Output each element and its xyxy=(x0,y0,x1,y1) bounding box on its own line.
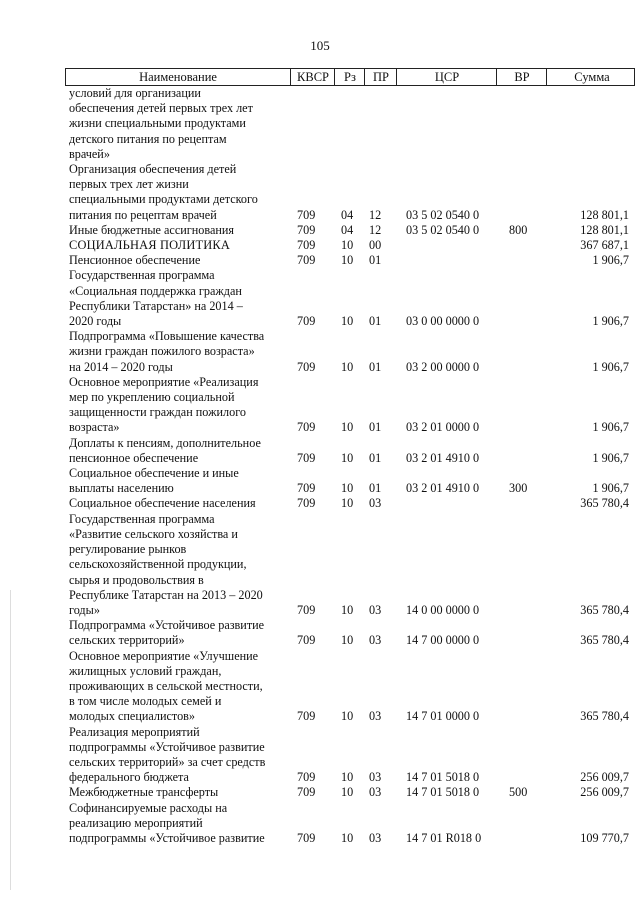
row-name: Доплаты к пенсиям, дополнительное пенсионное обеспечение xyxy=(69,435,261,465)
row-rz: 10 xyxy=(341,253,354,268)
row-kvsr: 709 xyxy=(297,359,316,374)
table-row xyxy=(65,253,635,268)
row-sum: 109 770,7 xyxy=(580,830,629,845)
header-csr: ЦСР xyxy=(396,69,497,85)
row-name: Государственная программа «Развитие сельского хозяйства и регулирование рынков сельскохозяйственной продукции, сырья и продовольствия в Республике Татарстан на 2013 – 2020 годы» xyxy=(69,511,263,617)
table-row xyxy=(65,618,635,648)
row-pr: 03 xyxy=(369,830,382,845)
header-sum: Сумма xyxy=(546,69,637,85)
row-name: Основное мероприятие «Реализация мер по укреплению социальной защищенности граждан пожилого возраста» xyxy=(69,374,259,435)
row-rz: 10 xyxy=(341,450,354,465)
row-pr: 00 xyxy=(369,238,382,253)
row-pr: 12 xyxy=(369,222,382,237)
table-body xyxy=(65,86,635,846)
header-rz: Рз xyxy=(334,69,365,85)
row-vr: 800 xyxy=(509,222,528,237)
row-kvsr: 709 xyxy=(297,238,316,253)
row-csr: 03 2 01 0000 0 xyxy=(406,420,480,435)
row-kvsr: 709 xyxy=(297,770,316,785)
header-vr: ВР xyxy=(496,69,547,85)
row-csr: 14 7 01 5018 0 xyxy=(406,770,480,785)
table-row xyxy=(65,162,635,223)
margin-line xyxy=(10,590,11,890)
row-name: Пенсионное обеспечение xyxy=(69,253,201,268)
row-name: Организация обеспечения детей первых трех лет жизни специальными продуктами детского питания по рецептам врачей xyxy=(69,162,258,222)
row-pr: 03 xyxy=(369,496,382,511)
row-sum: 365 780,4 xyxy=(580,602,629,617)
row-kvsr: 709 xyxy=(297,207,316,222)
row-sum: 365 780,4 xyxy=(580,633,629,648)
row-csr: 14 7 00 0000 0 xyxy=(406,633,480,648)
row-csr: 14 7 01 5018 0 xyxy=(406,785,480,800)
row-sum: 128 801,1 xyxy=(580,222,629,237)
table-row xyxy=(65,466,635,496)
row-rz: 04 xyxy=(341,222,354,237)
table-header xyxy=(65,68,635,86)
table-row xyxy=(65,649,635,725)
page-number: 105 xyxy=(310,38,330,53)
table-row xyxy=(65,512,635,618)
row-sum: 256 009,7 xyxy=(580,770,629,785)
row-rz: 10 xyxy=(341,314,354,329)
table-row xyxy=(65,268,635,329)
row-name: Реализация мероприятий подпрограммы «Устойчивое развитие сельских территорий» за счет средств федерального бюджета xyxy=(69,724,266,785)
header-name: Наименование xyxy=(139,70,217,84)
row-sum: 367 687,1 xyxy=(580,238,629,253)
table-row xyxy=(65,801,635,847)
table-row xyxy=(65,223,635,238)
row-pr: 03 xyxy=(369,602,382,617)
table-row xyxy=(65,329,635,375)
table-row xyxy=(65,725,635,786)
row-sum: 1 906,7 xyxy=(592,359,629,374)
table-row xyxy=(65,436,635,466)
row-kvsr: 709 xyxy=(297,481,316,496)
header-pr: ПР xyxy=(364,69,397,85)
table-row xyxy=(65,375,635,436)
row-sum: 128 801,1 xyxy=(580,207,629,222)
row-csr: 14 7 01 R018 0 xyxy=(406,830,482,845)
row-sum: 365 780,4 xyxy=(580,709,629,724)
row-pr: 03 xyxy=(369,709,382,724)
row-name: Подпрограмма «Повышение качества жизни граждан пожилого возраста» на 2014 – 2020 годы xyxy=(69,329,265,374)
row-pr: 01 xyxy=(369,420,382,435)
row-pr: 03 xyxy=(369,633,382,648)
row-kvsr: 709 xyxy=(297,830,316,845)
row-kvsr: 709 xyxy=(297,222,316,237)
header-kvsr: КВСР xyxy=(290,69,335,85)
row-vr: 500 xyxy=(509,785,528,800)
row-name: Социальное обеспечение населения xyxy=(69,496,256,511)
row-kvsr: 709 xyxy=(297,496,316,511)
row-rz: 10 xyxy=(341,830,354,845)
row-rz: 10 xyxy=(341,238,354,253)
row-pr: 03 xyxy=(369,785,382,800)
row-name: Межбюджетные трансферты xyxy=(69,785,219,800)
row-sum: 1 906,7 xyxy=(592,420,629,435)
row-rz: 10 xyxy=(341,770,354,785)
row-pr: 03 xyxy=(369,770,382,785)
row-rz: 10 xyxy=(341,602,354,617)
table-row xyxy=(65,86,635,162)
row-kvsr: 709 xyxy=(297,450,316,465)
table-row xyxy=(65,496,635,511)
row-csr: 03 5 02 0540 0 xyxy=(406,207,480,222)
row-csr: 03 5 02 0540 0 xyxy=(406,222,480,237)
row-name: Софинансируемые расходы на реализацию мероприятий подпрограммы «Устойчивое развитие xyxy=(69,800,265,845)
row-name: СОЦИАЛЬНАЯ ПОЛИТИКА xyxy=(69,238,230,253)
row-csr: 14 0 00 0000 0 xyxy=(406,602,480,617)
row-pr: 01 xyxy=(369,481,382,496)
row-name: Иные бюджетные ассигнования xyxy=(69,222,235,237)
row-rz: 10 xyxy=(341,633,354,648)
row-sum: 365 780,4 xyxy=(580,496,629,511)
row-kvsr: 709 xyxy=(297,420,316,435)
row-rz: 10 xyxy=(341,785,354,800)
row-rz: 10 xyxy=(341,420,354,435)
row-name: Основное мероприятие «Улучшение жилищных условий граждан, проживающих в сельской местности, в том числе молодых семей и молодых специалистов» xyxy=(69,648,263,724)
row-name: Социальное обеспечение и иные выплаты населению xyxy=(69,466,239,496)
row-csr: 03 2 00 0000 0 xyxy=(406,359,480,374)
row-name: Государственная программа «Социальная поддержка граждан Республики Татарстан» на 2014 – 2020 годы xyxy=(69,268,243,329)
row-sum: 1 906,7 xyxy=(592,450,629,465)
budget-table xyxy=(65,68,635,846)
row-csr: 03 2 01 4910 0 xyxy=(406,450,480,465)
row-sum: 1 906,7 xyxy=(592,314,629,329)
row-sum: 256 009,7 xyxy=(580,785,629,800)
row-kvsr: 709 xyxy=(297,602,316,617)
row-kvsr: 709 xyxy=(297,633,316,648)
row-name: Подпрограмма «Устойчивое развитие сельских территорий» xyxy=(69,618,265,648)
row-pr: 01 xyxy=(369,314,382,329)
row-kvsr: 709 xyxy=(297,785,316,800)
row-sum: 1 906,7 xyxy=(592,481,629,496)
row-kvsr: 709 xyxy=(297,253,316,268)
row-rz: 04 xyxy=(341,207,354,222)
row-pr: 12 xyxy=(369,207,382,222)
row-pr: 01 xyxy=(369,450,382,465)
row-kvsr: 709 xyxy=(297,709,316,724)
row-csr: 14 7 01 0000 0 xyxy=(406,709,480,724)
row-csr: 03 2 01 4910 0 xyxy=(406,481,480,496)
row-rz: 10 xyxy=(341,709,354,724)
table-row xyxy=(65,785,635,800)
table-row xyxy=(65,238,635,253)
row-sum: 1 906,7 xyxy=(592,253,629,268)
row-rz: 10 xyxy=(341,359,354,374)
row-vr: 300 xyxy=(509,481,528,496)
row-name: условий для организации обеспечения детей первых трех лет жизни специальными продуктами детского питания по рецептам врачей» xyxy=(69,86,253,161)
row-pr: 01 xyxy=(369,253,382,268)
row-pr: 01 xyxy=(369,359,382,374)
row-rz: 10 xyxy=(341,496,354,511)
row-rz: 10 xyxy=(341,481,354,496)
row-kvsr: 709 xyxy=(297,314,316,329)
row-csr: 03 0 00 0000 0 xyxy=(406,314,480,329)
